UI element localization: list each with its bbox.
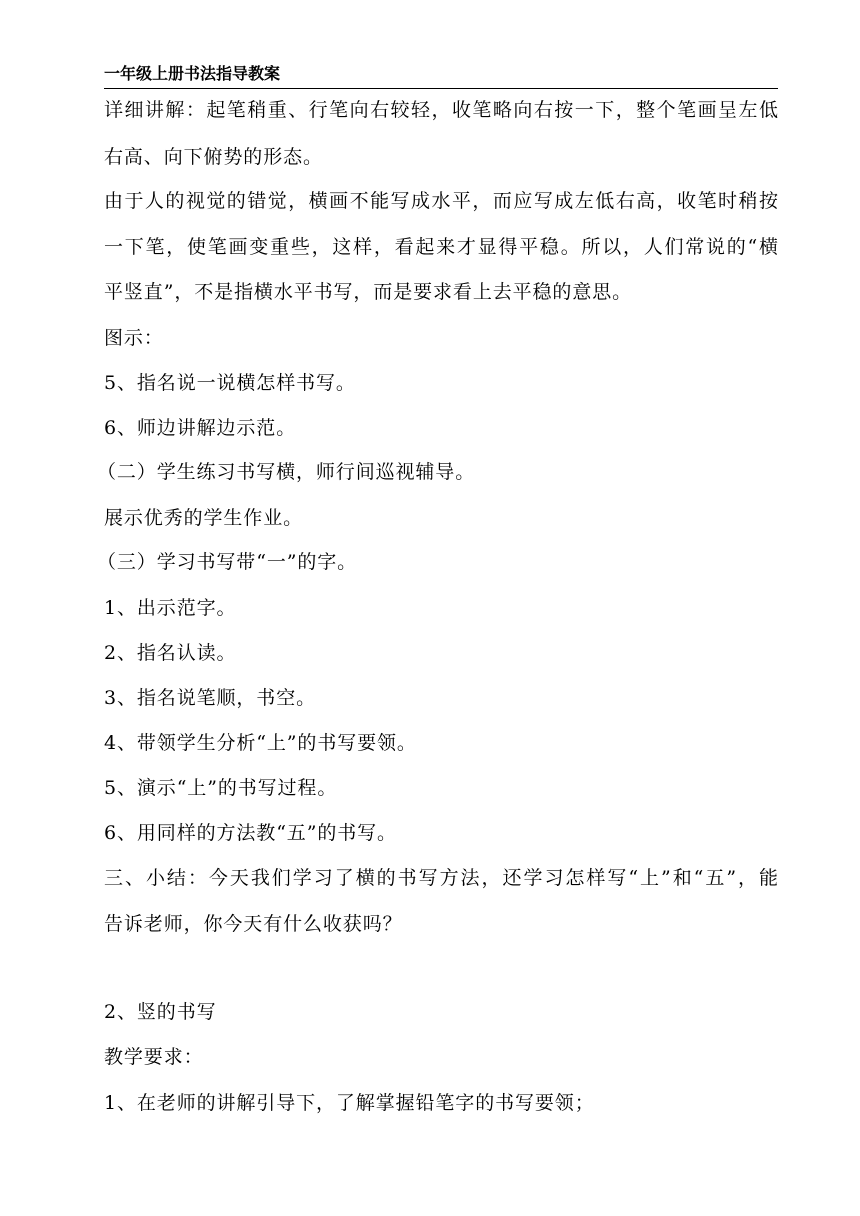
body-line: 三、小结：今天我们学习了横的书写方法，还学习怎样写“上”和“五”，能 bbox=[104, 867, 778, 889]
body-line: 6、用同样的方法教“五”的书写。 bbox=[104, 822, 397, 844]
body-line: 由于人的视觉的错觉，横画不能写成水平，而应写成左低右高，收笔时稍按 bbox=[104, 190, 778, 212]
body-line: 3、指名说笔顺，书空。 bbox=[104, 687, 316, 709]
body-line: 图示： bbox=[104, 327, 164, 349]
body-line: 4、带领学生分析“上”的书写要领。 bbox=[104, 732, 417, 754]
body-line: 详细讲解：起笔稍重、行笔向右较轻，收笔略向右按一下，整个笔画呈左低 bbox=[104, 99, 778, 121]
body-line: 一下笔，使笔画变重些，这样，看起来才显得平稳。所以，人们常说的“横 bbox=[104, 236, 778, 258]
body-line: 展示优秀的学生作业。 bbox=[104, 507, 304, 529]
body-line: 1、出示范字。 bbox=[104, 597, 237, 619]
section-heading: 2、竖的书写 bbox=[104, 1001, 217, 1023]
body-line: 教学要求： bbox=[104, 1046, 204, 1068]
body-line: 告诉老师，你今天有什么收获吗？ bbox=[104, 913, 403, 935]
page-header bbox=[104, 62, 778, 89]
body-line: 1、在老师的讲解引导下，了解掌握铅笔字的书写要领； bbox=[104, 1092, 595, 1114]
body-line: 右高、向下俯势的形态。 bbox=[104, 146, 323, 168]
body-line: （三）学习书写带“一”的字。 bbox=[97, 551, 358, 573]
body-line: 2、指名认读。 bbox=[104, 642, 237, 664]
body-line: 5、演示“上”的书写过程。 bbox=[104, 777, 338, 799]
body-line: 6、师边讲解边示范。 bbox=[104, 417, 297, 439]
body-line: 平竖直”，不是指横水平书写，而是要求看上去平稳的意思。 bbox=[104, 281, 633, 303]
body-line: （二）学生练习书写横，师行间巡视辅导。 bbox=[97, 461, 476, 483]
body-line: 5、指名说一说横怎样书写。 bbox=[104, 372, 356, 394]
header-title: 一年级上册书法指导教案 bbox=[104, 64, 281, 83]
